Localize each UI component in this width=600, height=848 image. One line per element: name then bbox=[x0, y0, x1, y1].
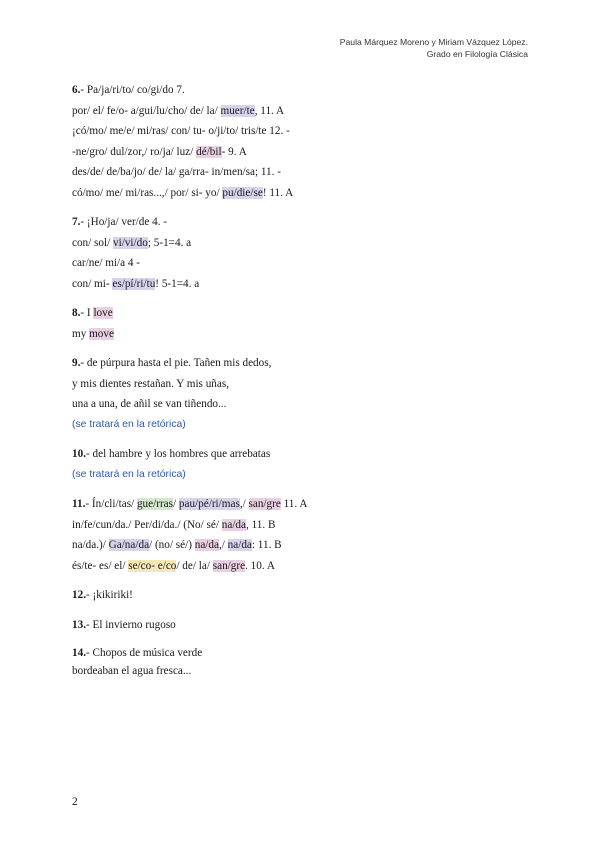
verse-text: -ne/gro/ dul/zor,/ ro/ja/ luz/ bbox=[72, 145, 197, 158]
verse-text: por/ el/ fe/o- a/gui/lu/cho/ de/ la/ bbox=[72, 104, 221, 117]
verse-text: ! 5-1=4. a bbox=[155, 277, 200, 290]
exercise-line bbox=[72, 615, 542, 636]
verse-text: . 10. A bbox=[245, 559, 275, 572]
exercise-line bbox=[72, 183, 542, 204]
highlighted-syllables: san/gre bbox=[212, 559, 246, 572]
exercise-item bbox=[72, 444, 542, 485]
verse-text: my bbox=[72, 327, 90, 340]
verse-text: ! 11. A bbox=[262, 186, 294, 199]
verse-text: ¡có/mo/ me/e/ mi/ras/ con/ tu- o/ji/to/ tris/te 12. - bbox=[72, 125, 290, 137]
exercise-line bbox=[72, 162, 542, 183]
verse-text: una a una, de añil se van tiñendo... bbox=[72, 398, 227, 410]
exercise-number: 14. bbox=[72, 647, 86, 659]
exercise-item bbox=[72, 644, 542, 680]
exercise-number: 6. bbox=[72, 84, 81, 96]
verse-text: - de púrpura hasta el pie. Tañen mis dedos, bbox=[80, 357, 272, 369]
exercise-line bbox=[72, 585, 542, 606]
exercise-item bbox=[72, 494, 542, 576]
verse-text: : 11. B bbox=[251, 539, 282, 551]
exercise-line bbox=[72, 142, 542, 163]
exercise-number: 10. bbox=[72, 448, 86, 460]
verse-text: con/ mi- bbox=[72, 277, 113, 290]
exercise-line bbox=[72, 535, 542, 556]
highlighted-syllables: na/da bbox=[221, 518, 246, 531]
highlighted-syllables: muer/te bbox=[220, 104, 255, 117]
exercise-line bbox=[72, 494, 542, 515]
exercise-line bbox=[72, 303, 542, 324]
header-authors: Paula Márquez Moreno y Miriam Vázquez López. bbox=[339, 37, 528, 47]
verse-text: - 9. A bbox=[221, 145, 247, 158]
exercise-line bbox=[72, 121, 542, 142]
verse-text: - I bbox=[80, 307, 94, 319]
verse-text: car/ne/ mi/a 4 - bbox=[72, 257, 141, 269]
page-number: 2 bbox=[72, 796, 78, 808]
verse-text: des/de/ de/ba/jo/ de/ la/ ga/rra- in/men/sa; 11. - bbox=[72, 166, 281, 178]
exercise-item bbox=[72, 80, 542, 203]
page-header bbox=[340, 36, 528, 60]
verse-text: - Ín/cli/tas/ bbox=[85, 498, 137, 510]
exercise-line bbox=[72, 515, 542, 536]
exercise-line bbox=[72, 80, 542, 101]
verse-text: / bbox=[173, 498, 179, 510]
rhetoric-note: (se tratará en la retórica) bbox=[72, 468, 186, 480]
highlighted-syllables: move bbox=[89, 327, 114, 340]
verse-text: - ¡Ho/ja/ ver/de 4. - bbox=[80, 216, 168, 228]
highlighted-syllables: es/pí/ri/tu bbox=[112, 277, 156, 290]
exercise-line bbox=[72, 556, 542, 577]
highlighted-syllables: san/gre bbox=[248, 498, 281, 510]
verse-text: ,/ bbox=[239, 498, 249, 510]
highlighted-syllables: vi/vi/do bbox=[113, 236, 148, 249]
highlighted-syllables: na/da bbox=[227, 539, 252, 551]
highlighted-syllables: dé/bil bbox=[196, 145, 222, 158]
verse-text: có/mo/ me/ mi/ras...,/ por/ si- yo/ bbox=[72, 186, 223, 199]
exercise-line bbox=[72, 253, 542, 274]
verse-text: 11. A bbox=[280, 498, 308, 510]
exercise-line bbox=[72, 233, 542, 254]
exercise-list bbox=[72, 80, 542, 689]
exercise-line bbox=[72, 274, 542, 295]
verse-text: y mis dientes restañan. Y mis uñas, bbox=[72, 377, 230, 390]
exercise-number: 8. bbox=[72, 307, 81, 319]
verse-text: - El invierno rugoso bbox=[85, 618, 176, 631]
exercise-number: 11. bbox=[72, 498, 86, 510]
exercise-line bbox=[72, 212, 542, 233]
exercise-number: 9. bbox=[72, 357, 81, 369]
verse-text: in/fe/cun/da./ Per/di/da./ (No/ sé/ bbox=[72, 518, 222, 531]
highlighted-syllables: se/co- e/co bbox=[128, 559, 177, 572]
verse-text: / (no/ sé/) bbox=[149, 539, 195, 551]
verse-text: ,/ bbox=[218, 539, 228, 551]
verse-text: - ¡kikiriki! bbox=[85, 589, 133, 601]
highlighted-syllables: pu/die/se bbox=[222, 186, 263, 199]
verse-text: - del hambre y los hombres que arrebatas bbox=[85, 448, 271, 460]
exercise-line bbox=[72, 324, 542, 345]
highlighted-syllables: pau/pé/ri/mas bbox=[178, 498, 240, 510]
verse-text: , 11. B bbox=[246, 518, 276, 531]
verse-text: con/ sol/ bbox=[72, 236, 114, 249]
exercise-item bbox=[72, 353, 542, 435]
exercise-line bbox=[72, 353, 542, 374]
highlighted-syllables: na/da bbox=[194, 539, 219, 551]
exercise-number: 12. bbox=[72, 589, 86, 601]
exercise-item bbox=[72, 303, 542, 344]
highlighted-syllables: gue/rras bbox=[136, 498, 173, 510]
header-degree: Grado en Filología Clásica bbox=[426, 49, 528, 59]
exercise-line bbox=[72, 394, 542, 415]
verse-text: , 11. A bbox=[254, 104, 285, 117]
rhetoric-note: (se tratará en la retórica) bbox=[72, 418, 186, 430]
verse-text: na/da.)/ bbox=[72, 539, 109, 551]
exercise-line bbox=[72, 444, 542, 465]
exercise-line bbox=[72, 101, 542, 122]
verse-text: és/te- es/ el/ bbox=[72, 559, 129, 572]
verse-text: ; 5-1=4. a bbox=[147, 236, 192, 249]
verse-text: - Chopos de música verde bbox=[85, 647, 203, 659]
exercise-number: 13. bbox=[72, 618, 86, 631]
exercise-item bbox=[72, 585, 542, 606]
exercise-item bbox=[72, 212, 542, 294]
verse-text: / de/ la/ bbox=[176, 559, 213, 572]
exercise-line bbox=[72, 374, 542, 395]
verse-text: bordeaban el agua fresca... bbox=[72, 665, 192, 677]
highlighted-syllables: love bbox=[93, 307, 113, 319]
exercise-item bbox=[72, 615, 542, 636]
exercise-line bbox=[72, 662, 542, 680]
verse-text: - Pa/ja/ri/to/ co/gi/do 7. bbox=[80, 84, 185, 96]
exercise-line bbox=[72, 644, 542, 662]
exercise-number: 7. bbox=[72, 216, 81, 228]
highlighted-syllables: Ga/na/da bbox=[108, 539, 150, 551]
